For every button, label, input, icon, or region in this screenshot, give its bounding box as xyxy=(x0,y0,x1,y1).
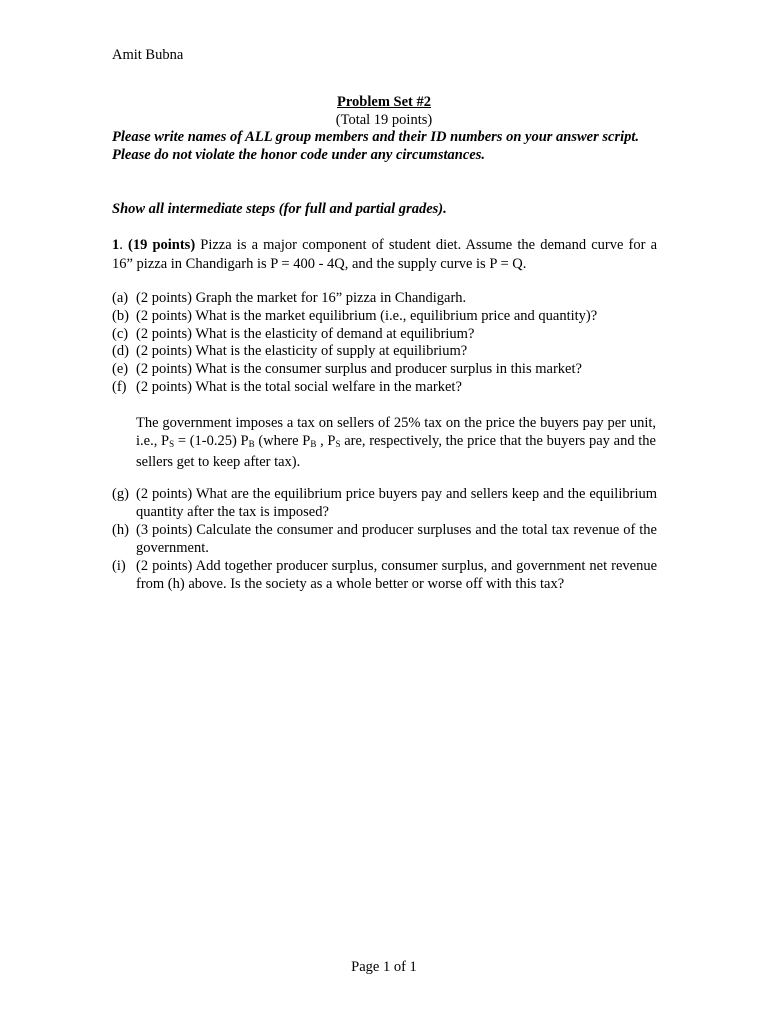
instruction-group-members: Please write names of ALL group members and their ID numbers on your answer script. xyxy=(112,129,640,145)
total-points: (Total 19 points) xyxy=(335,112,433,128)
problem-points: (19 points) xyxy=(128,237,196,253)
problem-text: Pizza is a major component of student diet. Assume the demand curve for a 16” pizza in Chandigarh is P = 400 - 4Q, and the supply curve is P = Q. xyxy=(112,237,657,272)
author-name: Amit Bubna xyxy=(112,47,184,63)
tax-paragraph: The government imposes a tax on sellers of 25% tax on the price the buyers pay per unit, i.e., $P_S = (1-0.25)$ $P_B$ (where $P_B$ , $P_S$ are, respectively, the price that the buyers pay and the sellers get to keep after tax). xyxy=(136,415,656,470)
question-b: (b) (2 points) What is the market equilibrium (i.e., equilibrium price and quantity)? xyxy=(112,307,598,324)
page-footer: Page 1 of 1 xyxy=(351,959,417,975)
question-d: (d) (2 points) What is the elasticity of supply at equilibrium? xyxy=(112,343,468,360)
question-list-a xyxy=(112,290,657,397)
question-g: (g) (2 points) What are the equilibrium price buyers pay and sellers keep and the equilibrium quantity after the tax is imposed? xyxy=(112,486,657,520)
instructions xyxy=(112,129,657,164)
steps-note: Show all intermediate steps (for full and partial grades). xyxy=(112,201,447,217)
question-list-b xyxy=(112,485,657,593)
question-c: (c) (2 points) What is the elasticity of demand at equilibrium? xyxy=(112,325,475,342)
question-e: (e) (2 points) What is the consumer surplus and producer surplus in this market? xyxy=(112,361,582,378)
instruction-honor-code: Please do not violate the honor code under any circumstances. xyxy=(112,146,485,163)
title-block xyxy=(0,93,768,129)
question-h: (h) (3 points) Calculate the consumer and producer surpluses and the total tax revenue of the government. xyxy=(112,522,657,556)
document-title: Problem Set #2 xyxy=(337,94,431,110)
problem-number: 1 xyxy=(112,237,120,253)
question-a: (a) (2 points) Graph the market for 16” pizza in Chandigarh. xyxy=(112,290,467,306)
problem-intro: 1. (19 points) Pizza is a major component of student diet. Assume the demand curve for a 16” pizza in Chandigarh is P = 400 - 4Q, and the supply curve is P = Q. xyxy=(112,237,657,272)
question-f: (f) (2 points) What is the total social welfare in the market? xyxy=(112,378,462,395)
question-i: (i) (2 points) Add together producer surplus, consumer surplus, and government net revenue from (h) above. Is the society as a whole better or worse off with this tax? xyxy=(112,558,657,592)
